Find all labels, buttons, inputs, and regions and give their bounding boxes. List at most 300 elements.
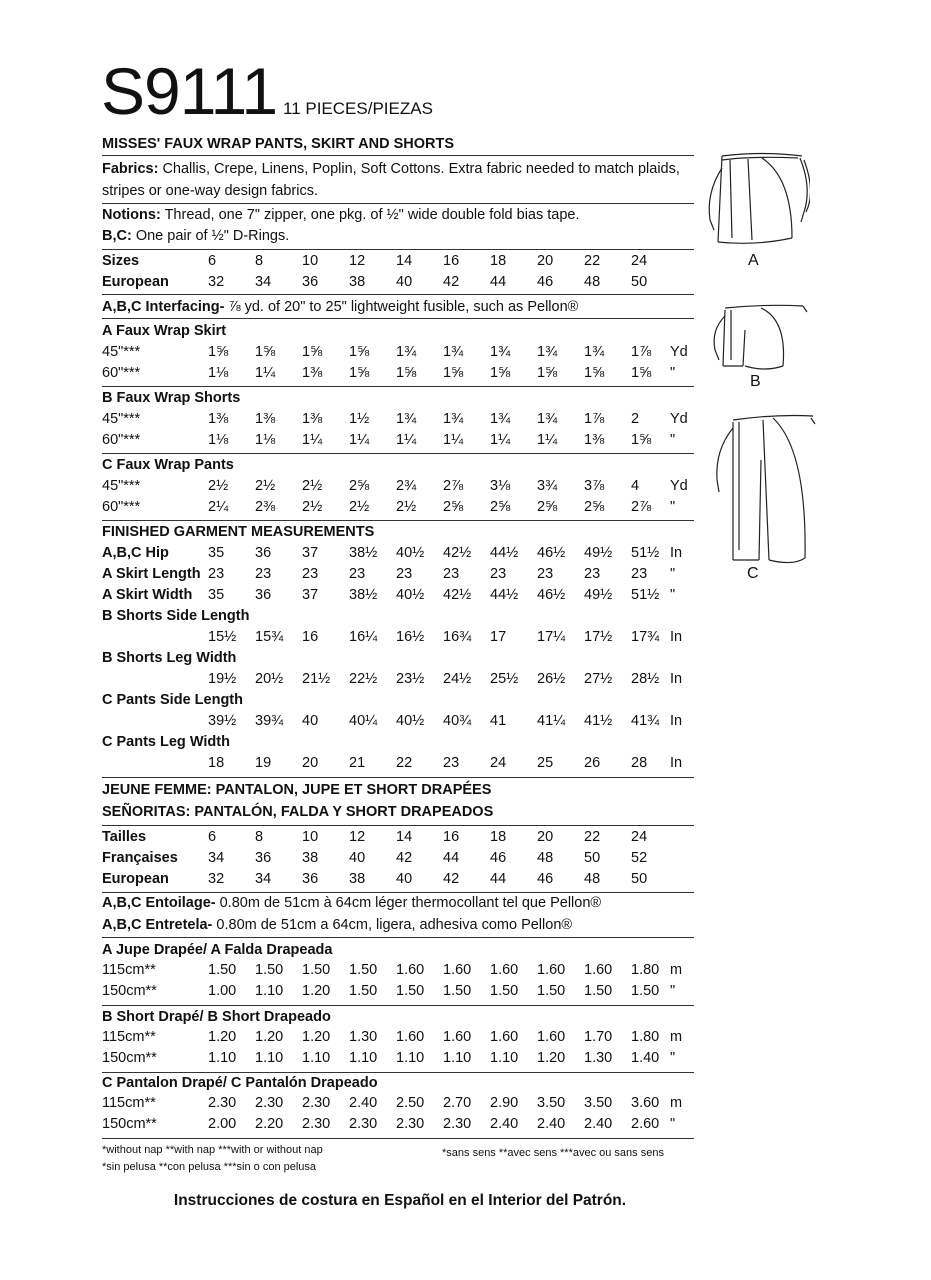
yardage-row-cell: 3⅞ [584, 478, 605, 494]
finished-row-unit: " [670, 587, 676, 603]
metric-row-cell: 2.70 [443, 1095, 472, 1111]
figure-c-label: C [747, 565, 759, 582]
metric-row-unit: " [670, 1116, 676, 1132]
metric-row-cell: 2.30 [208, 1095, 237, 1111]
finished-row-cell: 17¾ [631, 629, 660, 645]
francaises-row-cell: 38 [302, 850, 319, 866]
yardage-row-cell: 1¼ [537, 432, 558, 448]
yardage-row-cell: 1¼ [443, 432, 464, 448]
metric-row-cell: 1.60 [490, 1029, 519, 1045]
finished-row-cell: 28 [631, 755, 648, 771]
divider [102, 203, 694, 204]
yardage-row-label: 45"*** [102, 478, 141, 494]
metric-row-cell: 1.30 [349, 1029, 378, 1045]
metric-row-cell: 1.20 [208, 1029, 237, 1045]
finished-row-cell: 38½ [349, 587, 378, 603]
tailles-row-cell: 10 [302, 829, 319, 845]
metric-row-cell: 2.40 [490, 1116, 519, 1132]
divider [102, 318, 694, 319]
notions-text: Thread, one 7" zipper, one pkg. of ½" wide double fold bias tape. [160, 207, 580, 223]
metric-row-cell: 1.50 [631, 983, 660, 999]
tailles-row-label: Tailles [102, 829, 147, 845]
metric-row [102, 1095, 702, 1115]
spanish-title: SEÑORITAS: PANTALÓN, FALDA Y SHORT DRAPEADOS [102, 804, 494, 820]
metric-row-cell: 1.50 [584, 983, 613, 999]
finished-row-unit: " [670, 566, 676, 582]
finished-row-cell: 16 [302, 629, 319, 645]
metric-row-unit: " [670, 983, 676, 999]
yardage-row [102, 499, 702, 519]
yardage-row-cell: 2¼ [208, 499, 229, 515]
finished-row-cell: 41½ [584, 713, 613, 729]
metric-row-cell: 1.10 [396, 1050, 425, 1066]
metric-row-label: 150cm** [102, 983, 157, 999]
metric-row-cell: 1.50 [349, 962, 378, 978]
metric-row-cell: 1.20 [302, 1029, 331, 1045]
european-label: European [102, 274, 169, 290]
finished-row-cell: 20 [302, 755, 319, 771]
european-cell: 48 [584, 274, 601, 290]
metric-row-cell: 3.60 [631, 1095, 660, 1111]
finished-row-cell: 20½ [255, 671, 284, 687]
spanish-instructions-note: Instrucciones de costura en Español en el Interior del Patrón. [173, 1192, 627, 1209]
yardage-row-cell: 2⅝ [584, 499, 605, 515]
pants-c-drawing [703, 410, 818, 570]
finished-row-cell: 21 [349, 755, 366, 771]
french-title: JEUNE FEMME: PANTALON, JUPE ET SHORT DRAPÉES [102, 782, 492, 798]
tailles-row-cell: 6 [208, 829, 217, 845]
yardage-row-cell: 1⅝ [631, 365, 652, 381]
entoilage-line [102, 895, 694, 911]
yardage-row-cell: 2½ [255, 478, 276, 494]
footnote-french: *sans sens **avec sens ***avec ou sans sens [442, 1147, 664, 1159]
francaises-row-cell: 36 [255, 850, 272, 866]
finished-row-cell: 19 [255, 755, 272, 771]
metric-row-cell: 1.30 [584, 1050, 613, 1066]
finished-row-cell: 44½ [490, 587, 519, 603]
yardage-row [102, 344, 702, 364]
finished-row-cell: 35 [208, 587, 225, 603]
pieces-count: 11 PIECES/PIEZAS [283, 99, 433, 118]
divider [102, 937, 694, 938]
finished-row-cell: 22½ [349, 671, 378, 687]
yardage-row-cell: 1⅝ [443, 365, 464, 381]
francaises-row-cell: 48 [537, 850, 554, 866]
european-cell: 38 [349, 274, 366, 290]
metric-row-cell: 1.10 [302, 1050, 331, 1066]
entretela-line [102, 917, 694, 933]
yardage-row-cell: 1¼ [302, 432, 323, 448]
yardage-row-cell: 1⅝ [396, 365, 417, 381]
metric-row-cell: 1.20 [302, 983, 331, 999]
finished-row-cell: 27½ [584, 671, 613, 687]
francaises-row-cell: 42 [396, 850, 413, 866]
yardage-row-cell: 1¾ [443, 344, 464, 360]
metric-row-cell: 2.30 [255, 1095, 284, 1111]
metric-row-unit: m [670, 1095, 683, 1111]
metric-row-cell: 1.50 [255, 962, 284, 978]
divider [102, 1005, 694, 1006]
european-metric-row-cell: 38 [349, 871, 366, 887]
yardage-row-cell: 2 [631, 411, 640, 427]
metric-row-cell: 1.10 [208, 1050, 237, 1066]
yardage-row-cell: 2⅞ [631, 499, 652, 515]
yardage-row-cell: 2⅞ [443, 478, 464, 494]
yardage-row-cell: 2⅝ [443, 499, 464, 515]
finished-row-unit: In [670, 671, 683, 687]
finished-split-label: B Shorts Leg Width [102, 650, 237, 666]
finished-row-cell: 23 [349, 566, 366, 582]
finished-row [102, 545, 702, 565]
metric-row-cell: 2.30 [302, 1116, 331, 1132]
finished-row-unit: In [670, 755, 683, 771]
yardage-row [102, 411, 702, 431]
metric-row-cell: 1.50 [208, 962, 237, 978]
european-cell: 32 [208, 274, 225, 290]
metric-row-cell: 1.60 [537, 962, 566, 978]
finished-row-cell: 22 [396, 755, 413, 771]
finished-row-cell: 42½ [443, 545, 472, 561]
yardage-section-title: B Faux Wrap Shorts [102, 390, 241, 406]
yardage-row-cell: 1⅞ [631, 344, 652, 360]
shorts-b-drawing [703, 300, 813, 380]
metric-row-cell: 1.60 [443, 1029, 472, 1045]
finished-split-label: C Pants Side Length [102, 692, 243, 708]
metric-row-cell: 1.60 [537, 1029, 566, 1045]
notions-bc-line [102, 228, 694, 244]
metric-section-title: B Short Drapé/ B Short Drapeado [102, 1009, 331, 1025]
francaises-row-cell: 52 [631, 850, 648, 866]
finished-row-cell: 41¾ [631, 713, 660, 729]
yardage-row-cell: 1¾ [537, 344, 558, 360]
finished-row-cell: 16½ [396, 629, 425, 645]
finished-row-cell: 23 [208, 566, 225, 582]
francaises-row [102, 850, 702, 870]
tailles-row-cell: 22 [584, 829, 601, 845]
finished-row-cell: 46½ [537, 587, 566, 603]
entoilage-text: 0.80m de 51cm à 64cm léger thermocollant tel que Pellon® [215, 895, 602, 911]
finished-row-cell: 17¼ [537, 629, 566, 645]
yardage-row-cell: 1⅜ [584, 432, 605, 448]
finished-title: FINISHED GARMENT MEASUREMENTS [102, 524, 375, 540]
yardage-row-cell: 1⅞ [584, 411, 605, 427]
finished-row-cell: 24½ [443, 671, 472, 687]
finished-row-label: A Skirt Length [102, 566, 201, 582]
european-metric-row [102, 871, 702, 891]
finished-row-cell: 37 [302, 545, 319, 561]
finished-row-cell: 36 [255, 545, 272, 561]
finished-row-cell: 41 [490, 713, 507, 729]
metric-row-cell: 2.30 [349, 1116, 378, 1132]
pattern-number: S9111 [101, 54, 278, 128]
metric-row-cell: 1.10 [255, 983, 284, 999]
finished-row-cell: 16¾ [443, 629, 472, 645]
divider [102, 386, 694, 387]
finished-row-cell: 17½ [584, 629, 613, 645]
metric-row [102, 1050, 702, 1070]
finished-row-cell: 35 [208, 545, 225, 561]
european-cell: 40 [396, 274, 413, 290]
finished-row-cell: 38½ [349, 545, 378, 561]
divider [102, 777, 694, 778]
metric-row-unit: m [670, 1029, 683, 1045]
yardage-section-title: A Faux Wrap Skirt [102, 323, 227, 339]
yardage-row-cell: 1¾ [490, 411, 511, 427]
yardage-row-cell: 1⅛ [208, 365, 229, 381]
european-cell: 44 [490, 274, 507, 290]
metric-row-cell: 2.40 [584, 1116, 613, 1132]
yardage-row-cell: 1¾ [537, 411, 558, 427]
yardage-row-cell: 1⅛ [255, 432, 276, 448]
finished-row-cell: 23 [631, 566, 648, 582]
yardage-row-cell: 1½ [349, 411, 370, 427]
divider [102, 453, 694, 454]
yardage-row-cell: 2½ [396, 499, 417, 515]
tailles-row-cell: 18 [490, 829, 507, 845]
metric-row-cell: 1.40 [631, 1050, 660, 1066]
interfacing-text: ⅞ yd. of 20" to 25" lightweight fusible, such as Pellon® [224, 299, 579, 315]
metric-row-cell: 2.30 [396, 1116, 425, 1132]
metric-row-label: 115cm** [102, 1029, 156, 1045]
tailles-row-cell: 8 [255, 829, 264, 845]
finished-row-cell: 23 [584, 566, 601, 582]
finished-row-cell: 39¾ [255, 713, 284, 729]
size-cell: 18 [490, 253, 507, 269]
yardage-row-cell: 4 [631, 478, 640, 494]
metric-row-cell: 1.20 [255, 1029, 284, 1045]
fabrics-label: Fabrics: [102, 161, 159, 177]
metric-row-cell: 2.60 [631, 1116, 660, 1132]
finished-row [102, 587, 702, 607]
yardage-row-label: 60"*** [102, 365, 141, 381]
pattern-title: MISSES' FAUX WRAP PANTS, SKIRT AND SHORTS [102, 136, 455, 152]
francaises-row-cell: 44 [443, 850, 460, 866]
yardage-row-unit: Yd [670, 411, 688, 427]
yardage-row-cell: 1⅜ [302, 411, 323, 427]
metric-row-label: 115cm** [102, 962, 156, 978]
finished-row-cell: 40½ [396, 545, 425, 561]
yardage-row-cell: 2⅝ [349, 478, 370, 494]
yardage-row-cell: 1¾ [443, 411, 464, 427]
yardage-row-cell: 1¼ [396, 432, 417, 448]
metric-row-cell: 2.00 [208, 1116, 237, 1132]
yardage-row-cell: 1⅝ [537, 365, 558, 381]
european-cell: 36 [302, 274, 319, 290]
finished-row-cell: 39½ [208, 713, 237, 729]
finished-row-cell: 21½ [302, 671, 331, 687]
metric-row-cell: 2.50 [396, 1095, 425, 1111]
finished-row-cell: 23 [396, 566, 413, 582]
yardage-row-cell: 3⅛ [490, 478, 511, 494]
fabrics-line-1 [102, 161, 694, 177]
european-metric-row-cell: 36 [302, 871, 319, 887]
finished-row [102, 713, 702, 733]
metric-row-cell: 1.80 [631, 1029, 660, 1045]
yardage-row-cell: 2½ [349, 499, 370, 515]
finished-row-cell: 37 [302, 587, 319, 603]
figure-a-label: A [748, 252, 759, 269]
yardage-row-cell: 1⅝ [490, 365, 511, 381]
finished-row-cell: 23 [490, 566, 507, 582]
finished-row-cell: 49½ [584, 545, 613, 561]
fabrics-line-2: stripes or one-way design fabrics. [102, 183, 318, 199]
metric-row-label: 150cm** [102, 1050, 157, 1066]
yardage-row-label: 45"*** [102, 411, 141, 427]
finished-row-cell: 40¾ [443, 713, 472, 729]
divider [102, 1072, 694, 1073]
yardage-row-cell: 1⅝ [302, 344, 323, 360]
metric-row [102, 1029, 702, 1049]
finished-row-cell: 24 [490, 755, 507, 771]
finished-row-cell: 40 [302, 713, 319, 729]
european-metric-row-cell: 50 [631, 871, 648, 887]
finished-split-label: B Shorts Side Length [102, 608, 250, 624]
metric-row-cell: 1.60 [396, 1029, 425, 1045]
interfacing-label: A,B,C Interfacing- [102, 299, 225, 315]
european-metric-row-cell: 48 [584, 871, 601, 887]
francaises-row-label: Françaises [102, 850, 178, 866]
metric-row-cell: 1.50 [490, 983, 519, 999]
yardage-row-cell: 1⅝ [631, 432, 652, 448]
size-cell: 16 [443, 253, 460, 269]
metric-row-unit: " [670, 1050, 676, 1066]
european-metric-row-cell: 32 [208, 871, 225, 887]
finished-row-cell: 40½ [396, 587, 425, 603]
sizes-row [102, 253, 702, 273]
notions-label: Notions: [102, 207, 161, 223]
metric-row-cell: 2.40 [349, 1095, 378, 1111]
yardage-row-cell: 1¾ [584, 344, 605, 360]
divider [102, 825, 694, 826]
size-cell: 10 [302, 253, 319, 269]
metric-row-cell: 1.80 [631, 962, 660, 978]
yardage-row-label: 45"*** [102, 344, 141, 360]
yardage-row-cell: 1⅝ [349, 344, 370, 360]
metric-row-cell: 3.50 [584, 1095, 613, 1111]
figure-b-label: B [750, 373, 761, 390]
finished-row-cell: 51½ [631, 545, 660, 561]
metric-row-unit: m [670, 962, 683, 978]
tailles-row-cell: 20 [537, 829, 554, 845]
yardage-row [102, 432, 702, 452]
yardage-row-unit: Yd [670, 344, 688, 360]
footnote-spanish: *sin pelusa **con pelusa ***sin o con pelusa [102, 1161, 317, 1173]
metric-row [102, 1116, 702, 1136]
yardage-row-cell: 2½ [208, 478, 229, 494]
finished-row-cell: 40½ [396, 713, 425, 729]
yardage-row-cell: 1¼ [490, 432, 511, 448]
yardage-row-label: 60"*** [102, 499, 141, 515]
yardage-row-cell: 2⅝ [537, 499, 558, 515]
finished-row [102, 671, 702, 691]
metric-row-cell: 1.50 [302, 962, 331, 978]
footnote-english: *without nap **with nap ***with or without nap [102, 1144, 323, 1156]
interfacing-line [102, 299, 694, 315]
finished-row-cell: 26 [584, 755, 601, 771]
yardage-row-cell: 1⅜ [255, 411, 276, 427]
entretela-text: 0.80m de 51cm a 64cm, ligera, adhesiva como Pellon® [212, 917, 573, 933]
finished-row-cell: 23 [443, 566, 460, 582]
yardage-row-cell: 2¾ [396, 478, 417, 494]
yardage-row-cell: 3¾ [537, 478, 558, 494]
finished-row-cell: 17 [490, 629, 507, 645]
yardage-row-cell: 1⅜ [302, 365, 323, 381]
yardage-row [102, 365, 702, 385]
yardage-row-cell: 1⅝ [584, 365, 605, 381]
size-cell: 8 [255, 253, 264, 269]
yardage-row-unit: " [670, 365, 676, 381]
metric-row-cell: 1.00 [208, 983, 237, 999]
metric-row-cell: 2.40 [537, 1116, 566, 1132]
finished-row [102, 566, 702, 586]
size-cell: 22 [584, 253, 601, 269]
size-cell: 6 [208, 253, 217, 269]
yardage-row-cell: 1¾ [490, 344, 511, 360]
european-metric-row-cell: 42 [443, 871, 460, 887]
european-metric-row-cell: 34 [255, 871, 272, 887]
yardage-row-unit: " [670, 432, 676, 448]
notions-line [102, 207, 694, 223]
metric-row-cell: 1.60 [396, 962, 425, 978]
finished-row-cell: 49½ [584, 587, 613, 603]
yardage-row-cell: 1⅝ [255, 344, 276, 360]
divider [102, 155, 694, 156]
finished-row-label: A Skirt Width [102, 587, 193, 603]
metric-row-cell: 2.30 [302, 1095, 331, 1111]
divider [102, 892, 694, 893]
metric-row-cell: 2.90 [490, 1095, 519, 1111]
finished-row-cell: 51½ [631, 587, 660, 603]
yardage-row-cell: 2⅜ [255, 499, 276, 515]
finished-row-unit: In [670, 629, 683, 645]
yardage-row-cell: 2½ [302, 478, 323, 494]
finished-row-cell: 23½ [396, 671, 425, 687]
notions-bc-text: One pair of ½" D-Rings. [131, 228, 290, 244]
divider [102, 249, 694, 250]
european-metric-row-cell: 44 [490, 871, 507, 887]
metric-row-cell: 1.10 [255, 1050, 284, 1066]
metric-row-label: 150cm** [102, 1116, 157, 1132]
finished-row-cell: 18 [208, 755, 225, 771]
yardage-row-cell: 2⅝ [490, 499, 511, 515]
size-cell: 24 [631, 253, 648, 269]
tailles-row [102, 829, 702, 849]
finished-row-cell: 36 [255, 587, 272, 603]
yardage-row-cell: 1¾ [396, 411, 417, 427]
metric-row-cell: 1.10 [490, 1050, 519, 1066]
metric-row [102, 983, 702, 1003]
skirt-a-drawing [700, 148, 810, 248]
francaises-row-cell: 50 [584, 850, 601, 866]
european-cell: 34 [255, 274, 272, 290]
finished-row-cell: 28½ [631, 671, 660, 687]
metric-row-cell: 2.30 [443, 1116, 472, 1132]
metric-row-cell: 1.20 [537, 1050, 566, 1066]
finished-row-unit: In [670, 713, 683, 729]
yardage-row-cell: 1¾ [396, 344, 417, 360]
yardage-row-unit: " [670, 499, 676, 515]
metric-row [102, 962, 702, 982]
finished-row-cell: 23 [255, 566, 272, 582]
finished-row-cell: 25½ [490, 671, 519, 687]
yardage-row-cell: 2½ [302, 499, 323, 515]
finished-row-cell: 40¼ [349, 713, 378, 729]
size-cell: 20 [537, 253, 554, 269]
finished-row-cell: 16¼ [349, 629, 378, 645]
finished-row-cell: 42½ [443, 587, 472, 603]
european-metric-row-cell: 40 [396, 871, 413, 887]
european-row [102, 274, 702, 294]
